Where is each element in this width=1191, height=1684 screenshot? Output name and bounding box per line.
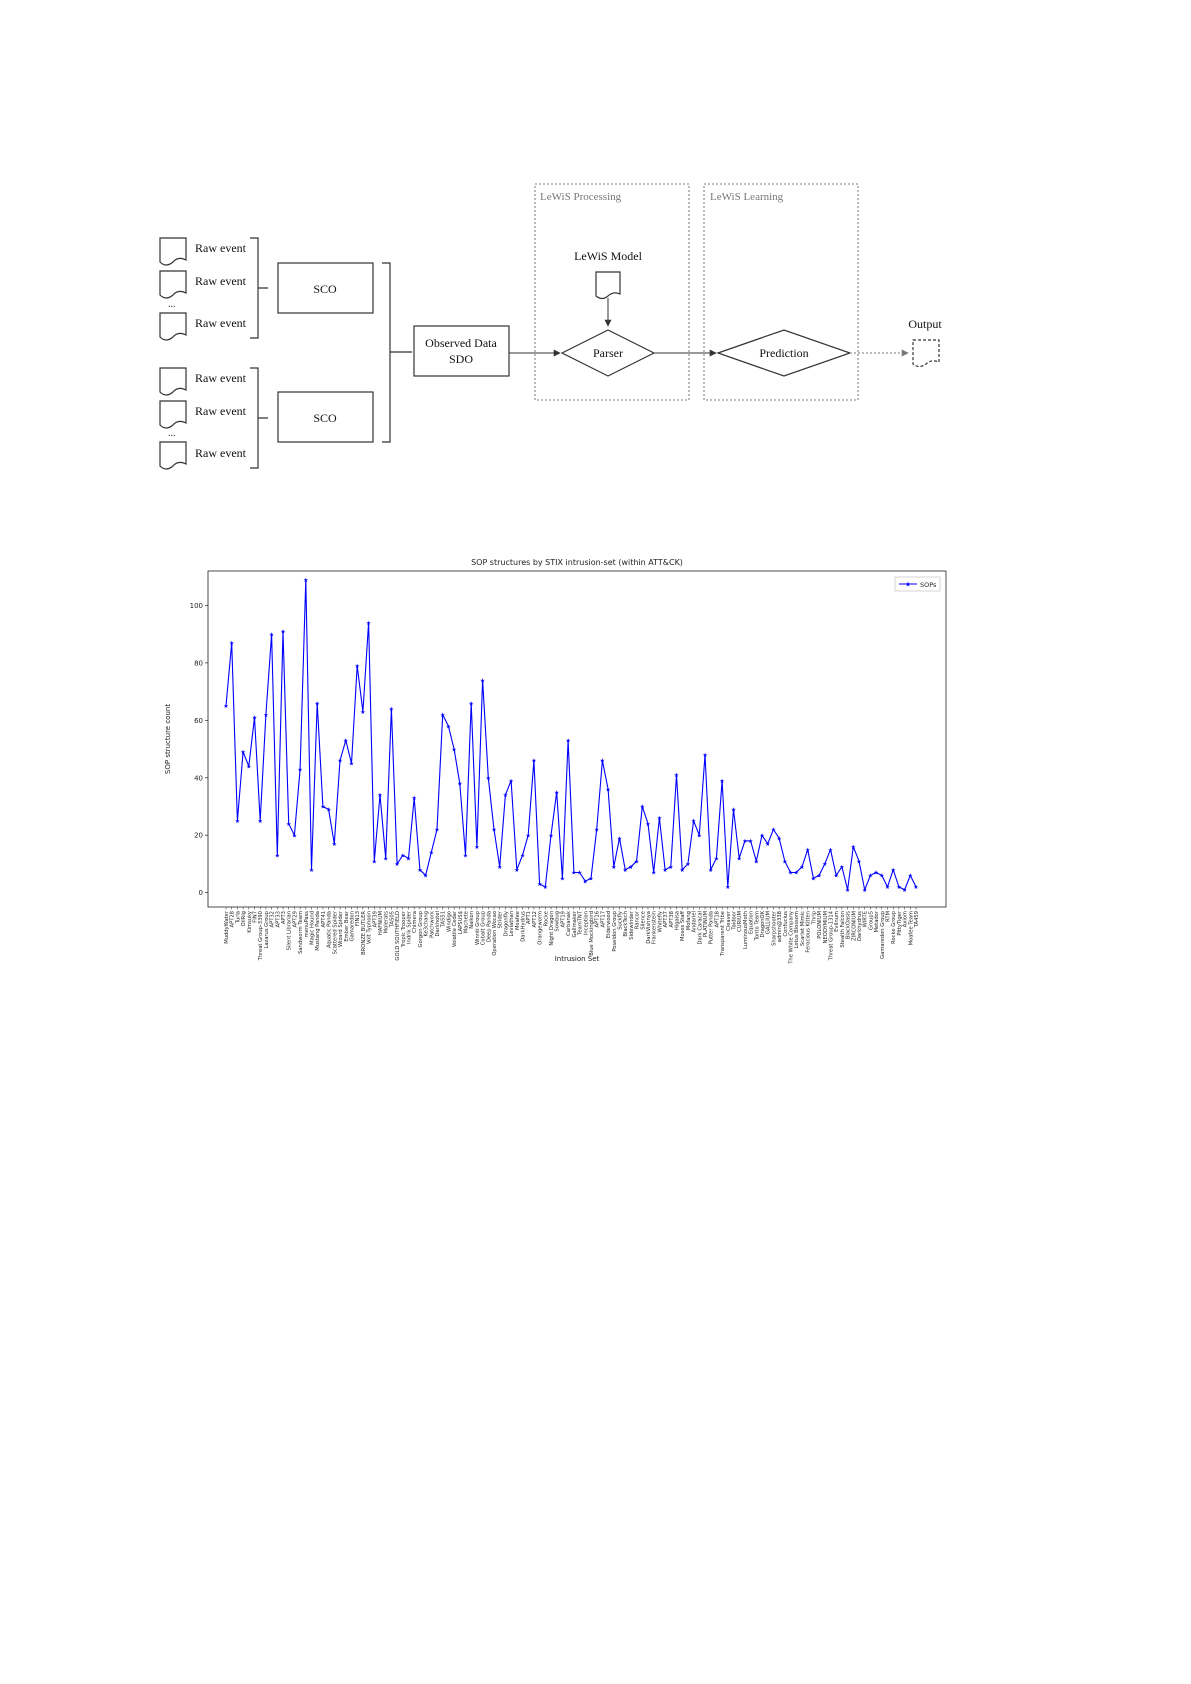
x-tick-label: Rancor xyxy=(634,911,641,930)
x-tick-label: Group5 xyxy=(868,911,875,931)
data-point: ★ xyxy=(565,738,571,745)
data-point: ★ xyxy=(542,885,549,892)
x-tick-label: RTM xyxy=(885,911,892,922)
document-icon xyxy=(160,442,186,469)
data-point: ★ xyxy=(765,842,771,849)
legend-label: SOPs xyxy=(920,581,937,589)
x-tick-label: Stealth Falcon xyxy=(839,911,846,948)
data-point: ★ xyxy=(759,833,765,840)
x-tick-label: Rocke xyxy=(543,911,550,927)
sco-label: SCO xyxy=(313,411,337,425)
data-point: ★ xyxy=(439,712,446,719)
x-tick-label: Sowbug xyxy=(554,911,561,932)
data-point: ★ xyxy=(776,836,782,843)
x-tick-label: Andariel xyxy=(691,911,698,933)
x-tick-label: BRONZE BUTLER xyxy=(360,911,367,955)
data-point: ★ xyxy=(884,885,891,892)
data-point: ★ xyxy=(901,887,908,894)
data-point: ★ xyxy=(274,853,281,860)
x-tick-label: APT18 xyxy=(714,911,721,928)
x-tick-label: Gorgon Group xyxy=(417,911,424,948)
data-point: ★ xyxy=(879,873,885,880)
data-point: ★ xyxy=(348,761,355,768)
data-point: ★ xyxy=(782,859,788,866)
data-point: ★ xyxy=(747,839,754,846)
x-tick-label: Ferocious Kitten xyxy=(805,911,812,953)
data-point: ★ xyxy=(280,629,286,636)
data-point: ★ xyxy=(428,850,434,857)
data-point: ★ xyxy=(519,853,526,860)
data-point: ★ xyxy=(850,844,856,851)
x-tick-label: GOLD SOUTHFIELD xyxy=(395,911,402,961)
x-tick-label: FIN7 xyxy=(252,911,259,923)
x-tick-label: APT19 xyxy=(560,911,567,928)
data-point: ★ xyxy=(548,833,554,840)
x-tick-label: APT1 xyxy=(526,911,533,925)
y-tick-label: 60 xyxy=(194,716,203,725)
pipeline-diagram xyxy=(150,180,960,480)
x-tick-label: LuminousMoth xyxy=(742,911,749,950)
x-tick-label: Indrik Spider xyxy=(406,911,413,944)
data-point: ★ xyxy=(263,712,269,719)
raw-event-label: Raw event xyxy=(195,316,246,330)
raw-event-label: Raw event xyxy=(195,241,246,255)
data-point: ★ xyxy=(827,847,834,854)
raw-event-label: Raw event xyxy=(195,404,246,418)
x-tick-label: APT17 xyxy=(600,911,607,928)
ellipsis: ... xyxy=(168,299,176,310)
x-tick-label: Dark Caracal xyxy=(697,911,704,945)
data-point: ★ xyxy=(787,870,794,877)
x-tick-label: OilRig xyxy=(241,911,248,927)
series-line xyxy=(226,580,919,892)
data-point: ★ xyxy=(251,715,258,722)
x-tick-label: Leviathan xyxy=(509,911,516,937)
data-point: ★ xyxy=(491,827,497,834)
data-point: ★ xyxy=(337,758,343,765)
legend-marker: ★ xyxy=(904,580,912,589)
data-point: ★ xyxy=(457,781,463,788)
data-point: ★ xyxy=(719,778,725,785)
data-point: ★ xyxy=(742,839,748,846)
x-tick-label: Blue Mockingbird xyxy=(588,911,595,956)
x-tick-label: menuPass xyxy=(303,911,310,938)
x-tick-label: Taidoor xyxy=(731,911,738,930)
x-tick-label: Mustang Panda xyxy=(315,911,322,951)
data-point: ★ xyxy=(474,844,480,851)
processing-title: LeWiS Processing xyxy=(540,191,622,203)
sop-line-chart xyxy=(150,555,950,965)
x-tick-label: Patchwork xyxy=(429,911,436,938)
data-point: ★ xyxy=(822,862,828,869)
document-icon xyxy=(160,271,186,298)
x-tick-label: APT28 xyxy=(229,911,236,928)
parser-label: Parser xyxy=(593,346,623,360)
x-tick-label: Silence xyxy=(640,911,647,930)
sco-brace xyxy=(382,263,412,442)
x-tick-label: TA551 xyxy=(440,911,447,928)
data-point: ★ xyxy=(308,867,315,874)
data-point: ★ xyxy=(291,833,298,840)
data-point: ★ xyxy=(360,709,366,716)
data-point: ★ xyxy=(229,640,235,647)
x-tick-label: Evilnum xyxy=(834,911,841,932)
data-point: ★ xyxy=(502,793,509,800)
learning-title: LeWiS Learning xyxy=(710,191,784,203)
x-tick-label: Ember Bear xyxy=(343,911,350,942)
data-point: ★ xyxy=(223,704,229,711)
data-point: ★ xyxy=(799,864,805,871)
data-point: ★ xyxy=(725,885,731,892)
data-point: ★ xyxy=(497,864,503,871)
data-point: ★ xyxy=(554,790,560,797)
x-tick-label: Sidewinder xyxy=(628,911,635,940)
x-tick-label: Night Dragon xyxy=(549,911,556,946)
document-icon xyxy=(160,368,186,395)
y-tick-label: 0 xyxy=(198,889,203,898)
data-point: ★ xyxy=(371,859,377,866)
x-tick-label: Windigo xyxy=(446,911,453,932)
data-point: ★ xyxy=(668,864,674,871)
x-tick-label: Sharpshooter xyxy=(771,911,778,946)
x-tick-label: The White Company xyxy=(788,911,795,964)
x-tick-label: PLATINUM xyxy=(703,911,710,938)
data-point: ★ xyxy=(525,833,531,840)
x-tick-label: Higaisa xyxy=(674,911,681,931)
y-axis xyxy=(190,602,208,897)
data-point: ★ xyxy=(873,870,879,877)
data-point: ★ xyxy=(303,577,309,584)
x-tick-label: APT16 xyxy=(594,911,601,928)
x-tick-label: APT41 xyxy=(320,911,327,928)
x-tick-label: Kimsuky xyxy=(246,911,253,933)
x-tick-label: Confucius xyxy=(782,911,789,937)
y-tick-label: 100 xyxy=(189,601,203,610)
data-point: ★ xyxy=(320,804,326,811)
data-point: ★ xyxy=(753,859,760,866)
chart-title: SOP structures by STIX intrusion-set (within ATT&CK) xyxy=(471,558,683,567)
data-point: ★ xyxy=(639,804,645,811)
x-axis-label: Intrusion Set xyxy=(554,955,600,963)
data-point: ★ xyxy=(411,796,417,803)
x-tick-label: Tonto Team xyxy=(754,911,761,941)
x-tick-label: Inception xyxy=(583,911,590,936)
output-document-icon xyxy=(913,340,939,367)
x-tick-label: DarkHydrus xyxy=(520,911,527,942)
data-point: ★ xyxy=(257,819,263,826)
data-point: ★ xyxy=(679,867,685,874)
x-tick-label: APT38 xyxy=(668,911,675,928)
data-point: ★ xyxy=(890,867,896,874)
x-tick-label: Magic Hound xyxy=(309,911,316,945)
data-point: ★ xyxy=(588,876,594,883)
data-point: ★ xyxy=(713,856,720,863)
data-point: ★ xyxy=(867,873,874,880)
x-tick-label: Rocke Group xyxy=(891,911,898,944)
data-point: ★ xyxy=(673,773,680,780)
data-point: ★ xyxy=(628,864,634,871)
data-point: ★ xyxy=(331,842,338,849)
observed-data-sdo-box xyxy=(414,326,509,376)
x-tick-label: DarkVishnya xyxy=(645,911,652,944)
x-tick-label: CURIUM xyxy=(737,911,744,932)
data-point: ★ xyxy=(622,867,628,874)
data-point: ★ xyxy=(343,738,349,745)
document-icon xyxy=(160,313,186,340)
x-tick-label: Scattered Spider xyxy=(332,911,339,955)
x-tick-label: Lotus Blossom xyxy=(794,911,801,949)
raw-event-group-2 xyxy=(160,368,268,469)
data-point: ★ xyxy=(246,764,252,771)
data-point: ★ xyxy=(833,873,839,880)
data-point: ★ xyxy=(708,867,714,874)
data-point: ★ xyxy=(468,701,474,708)
data-point: ★ xyxy=(451,747,457,754)
x-tick-label: Volatile Cedar xyxy=(452,911,459,948)
data-point: ★ xyxy=(536,882,543,889)
data-point: ★ xyxy=(685,862,691,869)
data-point: ★ xyxy=(690,819,697,826)
x-tick-label: Moses Staff xyxy=(680,911,687,941)
raw-event-label: Raw event xyxy=(195,274,246,288)
x-tick-label: APT37 xyxy=(663,911,670,928)
data-point: ★ xyxy=(400,853,406,860)
data-point: ★ xyxy=(314,701,320,708)
x-tick-label: NEODYMIUM xyxy=(822,911,829,944)
x-tick-label: Dragonfly xyxy=(503,911,510,937)
x-tick-label: Poseidon Group xyxy=(611,911,618,952)
x-tick-label: Whitefly xyxy=(657,911,664,933)
data-point: ★ xyxy=(576,870,583,877)
document-icon xyxy=(160,401,186,428)
x-tick-label: Gallmaker xyxy=(571,911,578,938)
x-tick-label: TeamTNT xyxy=(577,911,584,935)
x-tick-label: Darkhotel xyxy=(434,911,441,937)
data-point: ★ xyxy=(582,879,588,886)
x-tick-label: TA505 xyxy=(389,911,396,928)
brace xyxy=(250,368,268,468)
x-tick-label: Darkhydrus xyxy=(856,911,863,942)
x-tick-label: APT33 xyxy=(275,911,282,928)
x-tick-label: Moafee Team xyxy=(908,911,915,946)
prediction-label: Prediction xyxy=(759,346,809,360)
sco-label: SCO xyxy=(313,282,337,296)
brace xyxy=(250,238,268,338)
x-tick-label: Turla xyxy=(235,911,242,924)
x-tick-label: HAFNIUM xyxy=(377,911,384,936)
x-tick-label: PittyTiger xyxy=(896,911,903,936)
y-tick-label: 20 xyxy=(194,831,203,840)
x-tick-label: APT39 xyxy=(372,911,379,928)
x-tick-label: Putter Panda xyxy=(708,911,715,945)
data-point: ★ xyxy=(434,827,440,834)
x-tick-label: Metador xyxy=(874,911,881,933)
data-point: ★ xyxy=(844,887,851,894)
series-sops xyxy=(223,577,918,894)
x-tick-label: MuddyWater xyxy=(224,911,230,944)
data-point: ★ xyxy=(599,758,606,765)
x-tick-label: Deep Panda xyxy=(486,911,493,943)
data-point: ★ xyxy=(656,816,663,823)
data-point: ★ xyxy=(804,847,811,854)
x-tick-label: DragonOK xyxy=(760,911,767,938)
raw-event-label: Raw event xyxy=(195,446,246,460)
data-point: ★ xyxy=(770,827,777,834)
x-tick-label: ZIRCONIUM xyxy=(851,911,858,941)
x-tick-label: APT32 xyxy=(269,911,276,928)
x-tick-label: BlackOasis xyxy=(845,911,852,940)
data-point: ★ xyxy=(793,870,799,877)
x-tick-label: Carbanak xyxy=(566,911,573,936)
data-point: ★ xyxy=(377,793,383,800)
data-point: ★ xyxy=(234,819,241,826)
data-point: ★ xyxy=(696,833,703,840)
x-tick-label: APT12 xyxy=(531,911,538,928)
data-point: ★ xyxy=(354,663,360,670)
x-tick-label: BlackTech xyxy=(623,911,630,937)
x-tick-label: Naikon xyxy=(469,911,476,929)
data-point: ★ xyxy=(816,873,822,880)
legend xyxy=(895,577,940,591)
ellipsis: ... xyxy=(168,428,176,439)
x-tick-label: LAPSUS$ xyxy=(457,911,464,935)
x-tick-label: Tropic Trooper xyxy=(400,911,407,948)
x-tick-label: APT3 xyxy=(281,911,288,925)
data-point: ★ xyxy=(907,873,913,880)
data-point: ★ xyxy=(913,885,919,892)
data-point: ★ xyxy=(896,885,902,892)
data-point: ★ xyxy=(645,821,651,828)
sdo-label: SDO xyxy=(448,352,474,366)
data-point: ★ xyxy=(240,750,246,757)
x-tick-label: Lazarus Group xyxy=(263,911,270,949)
raw-event-label: Raw event xyxy=(195,371,246,385)
raw-event-group-1 xyxy=(160,238,268,340)
x-tick-label: Scarlet Mimic xyxy=(799,911,806,947)
data-point: ★ xyxy=(417,867,423,874)
x-tick-label: admin@338 xyxy=(777,911,784,943)
x-tick-label: Gamaredon xyxy=(349,911,356,942)
x-tick-label: Winnti Group xyxy=(474,911,481,945)
x-tick-label: Wizard Spider xyxy=(338,911,345,947)
data-point: ★ xyxy=(382,856,389,863)
y-axis-label: SOP structure count xyxy=(164,703,172,775)
data-point: ★ xyxy=(605,787,611,794)
data-point: ★ xyxy=(268,632,275,639)
x-tick-label: Molerats xyxy=(383,911,390,934)
data-point: ★ xyxy=(810,876,817,883)
x-tick-label: Axiom xyxy=(902,911,909,928)
x-tick-label: Ke3chang xyxy=(423,911,430,937)
data-point: ★ xyxy=(571,870,577,877)
data-point: ★ xyxy=(861,887,868,894)
data-point: ★ xyxy=(611,864,617,871)
data-point: ★ xyxy=(462,853,469,860)
y-tick-label: 80 xyxy=(194,659,203,668)
data-point: ★ xyxy=(662,867,668,874)
x-tick-label: Chimera xyxy=(412,911,419,933)
lewis-model-label: LeWiS Model xyxy=(574,249,642,263)
x-tick-label: Aquatic Panda xyxy=(326,911,333,949)
data-point: ★ xyxy=(485,775,492,782)
x-tick-label: Thrip xyxy=(811,911,818,925)
data-point: ★ xyxy=(559,876,566,883)
data-point: ★ xyxy=(297,767,303,774)
data-point: ★ xyxy=(394,862,400,869)
x-tick-label: Threat Group-1314 xyxy=(828,911,835,961)
data-point: ★ xyxy=(702,752,708,759)
x-tick-label: Moafee xyxy=(514,911,521,931)
data-point: ★ xyxy=(531,758,537,765)
output-label: Output xyxy=(908,317,942,331)
x-tick-label: Mofang xyxy=(685,911,692,931)
x-tick-label: GALLIUM xyxy=(765,911,772,935)
data-point: ★ xyxy=(508,778,514,785)
observed-data-label: Observed Data xyxy=(425,336,497,350)
x-tick-label: Sandworm Team xyxy=(298,911,305,954)
data-point: ★ xyxy=(388,707,395,714)
x-tick-label: Strider xyxy=(497,911,504,929)
data-point: ★ xyxy=(593,827,600,834)
document-icon xyxy=(160,238,186,265)
x-tick-label: Gamaredon Group xyxy=(879,911,886,959)
data-point: ★ xyxy=(839,864,845,871)
data-point: ★ xyxy=(422,873,429,880)
x-tick-label: Suckfly xyxy=(617,911,624,930)
data-point: ★ xyxy=(365,620,372,627)
data-point: ★ xyxy=(616,836,623,843)
x-tick-label: Operation Wocao xyxy=(492,911,499,956)
x-tick-label: WIRTE xyxy=(862,911,869,928)
x-tick-label: Cobalt Group xyxy=(480,911,487,946)
x-tick-label: Orangeworm xyxy=(537,911,544,945)
x-tick-label: Elderwood xyxy=(606,911,613,939)
x-tick-label: Transparent Tribe xyxy=(720,911,727,956)
x-tick-label: Machete xyxy=(463,911,470,934)
x-tick-label: Cleaver xyxy=(725,911,732,931)
data-point: ★ xyxy=(325,807,332,814)
x-tick-label: POLONIUM xyxy=(817,911,824,939)
x-tick-label: Equation xyxy=(748,911,755,934)
data-point: ★ xyxy=(479,678,486,685)
data-point: ★ xyxy=(650,870,657,877)
x-tick-label: Frankenstein xyxy=(651,911,658,945)
x-tick-label: APT29 xyxy=(292,911,299,928)
x-tick-label: TA459 xyxy=(914,911,920,928)
data-point: ★ xyxy=(405,856,412,863)
data-point: ★ xyxy=(730,807,737,814)
lewis-model-document-icon xyxy=(596,272,620,299)
x-tick-label: Silent Librarian xyxy=(286,911,293,951)
data-point: ★ xyxy=(633,859,640,866)
x-tick-label: FIN13 xyxy=(355,911,362,926)
data-point: ★ xyxy=(736,856,742,863)
data-point: ★ xyxy=(856,859,862,866)
data-point: ★ xyxy=(445,724,452,731)
y-tick-label: 40 xyxy=(194,774,203,783)
data-point: ★ xyxy=(514,867,520,874)
x-tick-label: Threat Group-3390 xyxy=(258,911,265,961)
data-point: ★ xyxy=(286,821,292,828)
x-tick-label: Volt Typhoon xyxy=(366,911,373,945)
